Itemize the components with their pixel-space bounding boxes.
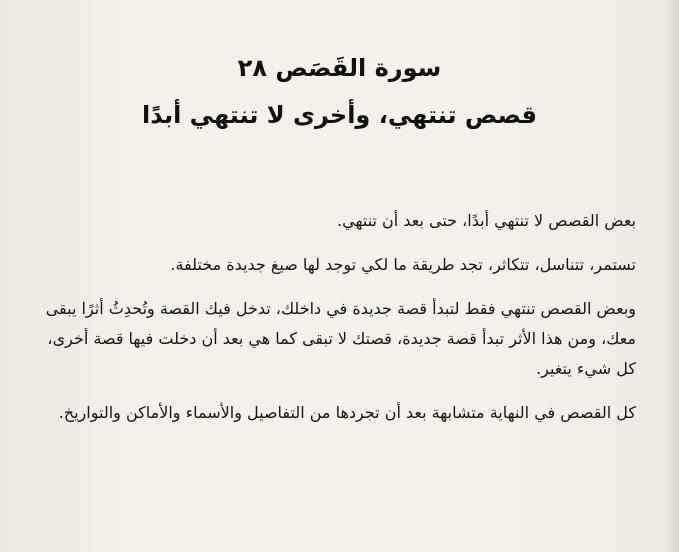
paragraph-4: كل القصص في النهاية متشابهة بعد أن تجردها من التفاصيل والأسماء والأماكن والتواريخ. (58, 403, 636, 422)
chapter-heading (0, 52, 679, 132)
paragraph-1: بعض القصص لا تنتهي أبدًا، حتى بعد أن تنتهي. (337, 211, 636, 230)
chapter-body (32, 206, 636, 428)
chapter-title: سورة القَصَص ٢٨ (237, 54, 442, 82)
paragraph-3: وبعض القصص تنتهي فقط لتبدأ قصة جديدة في داخلك، تدخل فيك القصة وتُحدِثُ أثرًا يبقى معك، ومن هذا الأثر تبدأ قصة جديدة، قصتك لا تبقى كما هي بعد أن دخلت فيها قصة أخرى، كل شيء يتغير. (45, 299, 636, 378)
chapter-subtitle: قصص تنتهي، وأخرى لا تنتهي أبدًا (141, 101, 538, 129)
paragraph-2: تستمر، تتناسل، تتكاثر، تجد طريقة ما لكي توجد لها صيغ جديدة مختلفة. (170, 255, 636, 274)
